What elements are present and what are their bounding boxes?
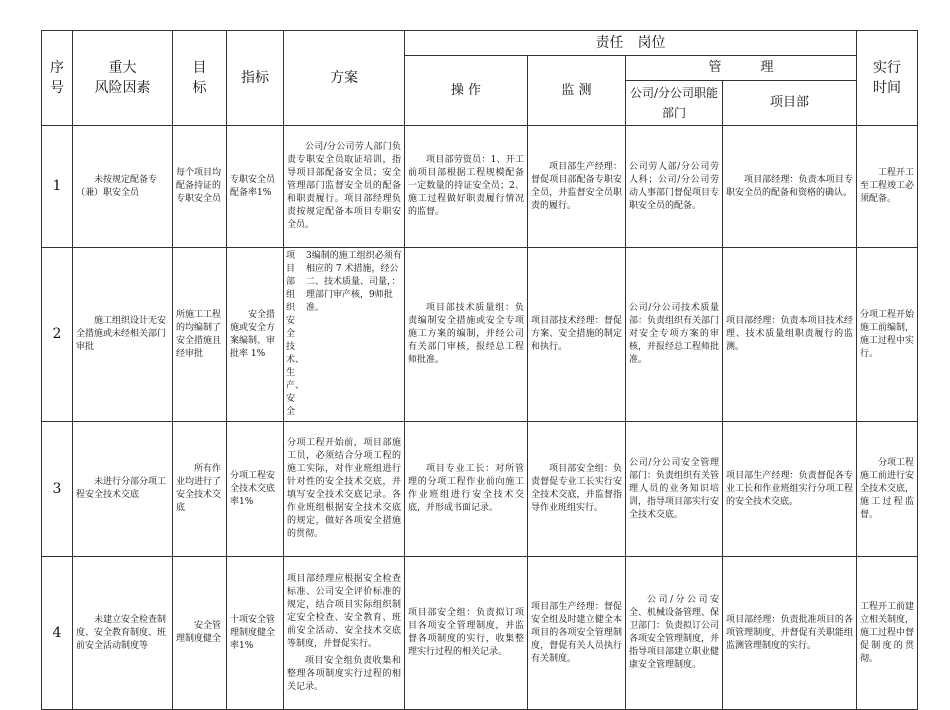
time-cell: 分项工程施工前进行安全技术交底，施工过程监督。 xyxy=(857,422,918,557)
header-goal: 目 标 xyxy=(173,31,227,126)
monitor-cell: 项目部生产经理：督促项目部配备专职安全员，并监督安全员职责的履行。 xyxy=(528,126,626,248)
operation-cell: 项目部劳资员：1、开工前项目部根据工程规模配备一定数量的持证安全员；2、施工过程做好职责履行情况的监督。 xyxy=(405,126,528,248)
plan-right-column: 3编制的施工组织必须有相应的 7 术措施，经公二、技术质量、司量，：理部门审产核，9师批准。 xyxy=(306,251,402,313)
header-seq: 序 号 xyxy=(42,31,73,126)
monitor-cell: 项目部安全组：负责督促专业工长实行安全技术交底，并监督指导作业班组实行。 xyxy=(528,422,626,557)
header-responsibility: 责任 岗位 xyxy=(405,31,857,56)
header-company: 公司/分公司职能部门 xyxy=(626,81,723,126)
monitor-cell: 项目部技术经理：督促方案、安全措施的制定和执行。 xyxy=(528,248,626,422)
table-row xyxy=(42,557,918,710)
plan-left-column: 项目部组织安全技术、生产、安全 xyxy=(286,251,305,417)
plan-cell xyxy=(284,248,405,422)
risk-table xyxy=(41,30,918,710)
project-cell: 项目部生产经理：负责督促各专业工长和作业班组实行分项工程的安全技术交底。 xyxy=(723,422,857,557)
row-number: 2 xyxy=(42,248,73,422)
row-number: 4 xyxy=(42,557,73,710)
table-row xyxy=(42,248,918,422)
header-plan: 方案 xyxy=(284,31,405,126)
row-number: 1 xyxy=(42,126,73,248)
indicator-cell: 十项安全管理制度健全率1% xyxy=(227,557,284,710)
goal-cell: 所有作业均进行了安全技术交底 xyxy=(173,422,227,557)
company-cell: 公司/分公司技术质量部：负责组织有关部门对安全专项方案的审核，并报经总工程师批准。 xyxy=(626,248,723,422)
header-indicator: 指标 xyxy=(227,31,284,126)
header-operation: 操 作 xyxy=(405,56,528,126)
header-project: 项目部 xyxy=(723,81,857,126)
header-time: 实行 时间 xyxy=(857,31,918,126)
operation-cell: 项目部安全组：负责拟订项目各项安全管理制度，并监督各项制度的实行，收集整理实行过程的相关记录。 xyxy=(405,557,528,710)
time-cell: 工程开工前建立相关制度，施工过程中督促制度的贯彻。 xyxy=(857,557,918,710)
plan-cell: 分项工程开始前，项目部施工员，必须结合分项工程的施工实际，对作业班组进行针对性的安全技术交底，并填写安全技术交底记录。各作业班组根据安全技术交底的规定，做好各项安全措施的贯彻。 xyxy=(284,422,405,557)
header-monitor: 监 测 xyxy=(528,56,626,126)
indicator-cell: 安全措施或安全方案编制、审批率 1% xyxy=(227,248,284,422)
risk-cell: 未进行分部分项工程安全技术交底 xyxy=(73,422,173,557)
monitor-cell: 项目部生产经理：督促安全组及时建立健全本项目的各项安全管理制度，督促有关人员执行有关制度。 xyxy=(528,557,626,710)
table-row xyxy=(42,422,918,557)
goal-cell: 安全管理制度健全 xyxy=(173,557,227,710)
company-cell: 公司/分公司安全、机械设备管理、保卫部门：负责拟订公司各项安全管理制度，并指导项目部建立职业健康安全管理制度。 xyxy=(626,557,723,710)
row-number: 3 xyxy=(42,422,73,557)
project-cell: 项目部经理：负责批准项目的各项管理制度，并督促有关职能组监测管理制度的实行。 xyxy=(723,557,857,710)
risk-cell: 未建立安全检查制度、安全教育制度、班前安全活动制度等 xyxy=(73,557,173,710)
header-management: 管 理 xyxy=(626,56,857,81)
project-cell: 项目部经理：负责本项目技术经理、技术质量组职责履行的监测。 xyxy=(723,248,857,422)
plan-paragraph-2: 项目安全组负责收集和整理各项制度实行过程的相关记录。 xyxy=(287,655,401,692)
operation-cell: 项目专业工长：对所管理的分项工程作业前向施工作业班组进行安全技术交底，并形成书面记录。 xyxy=(405,422,528,557)
plan-paragraph-1: 项目部经理应根据安全检查标准、公司安全评价标准的规定，结合项目实际组织制定安全检查、安全教育、班前安全活动、安全技术交底等制度，并督促实行。 xyxy=(287,573,401,649)
project-cell: 项目部经理：负责本项目专职安全员的配备和资格的确认。 xyxy=(723,126,857,248)
plan-cell: 公司/分公司劳人部门负责专职安全员取证培训，指导项目部配备安全员；安全管理部门监督安全员的配备和职责履行。项目部经理负责按规定配备本项目专职安全员。 xyxy=(284,126,405,248)
indicator-cell: 专职安全员配备率1% xyxy=(227,126,284,248)
company-cell: 公司/分公司安全管理部门：负责组织有关管理人员的业务知识培训，指导项目部实行安全技术交底。 xyxy=(626,422,723,557)
company-cell: 公司劳人部/分公司劳人科；公司/分公司劳动人事部门督促项目专职安全员的配备。 xyxy=(626,126,723,248)
goal-cell: 所施工工程的均编制了安全措施且经审批 xyxy=(173,248,227,422)
header-risk: 重大 风险因素 xyxy=(73,31,173,126)
time-cell: 工程开工至工程竣工必须配备。 xyxy=(857,126,918,248)
operation-cell: 项目部技术质量组：负责编制安全措施或安全专项施工方案的编制，并经公司有关部门审核，报经总工程师批准。 xyxy=(405,248,528,422)
risk-cell: 施工组织设计无安全措施或未经相关部门审批 xyxy=(73,248,173,422)
risk-cell: 未按规定配备专（兼）职安全员 xyxy=(73,126,173,248)
goal-cell: 每个项目均配备持证的专职安全员 xyxy=(173,126,227,248)
table-row xyxy=(42,126,918,248)
plan-cell xyxy=(284,557,405,710)
indicator-cell: 分项工程安全技术交底率1% xyxy=(227,422,284,557)
time-cell: 分项工程开始施工前编制，施工过程中实行。 xyxy=(857,248,918,422)
